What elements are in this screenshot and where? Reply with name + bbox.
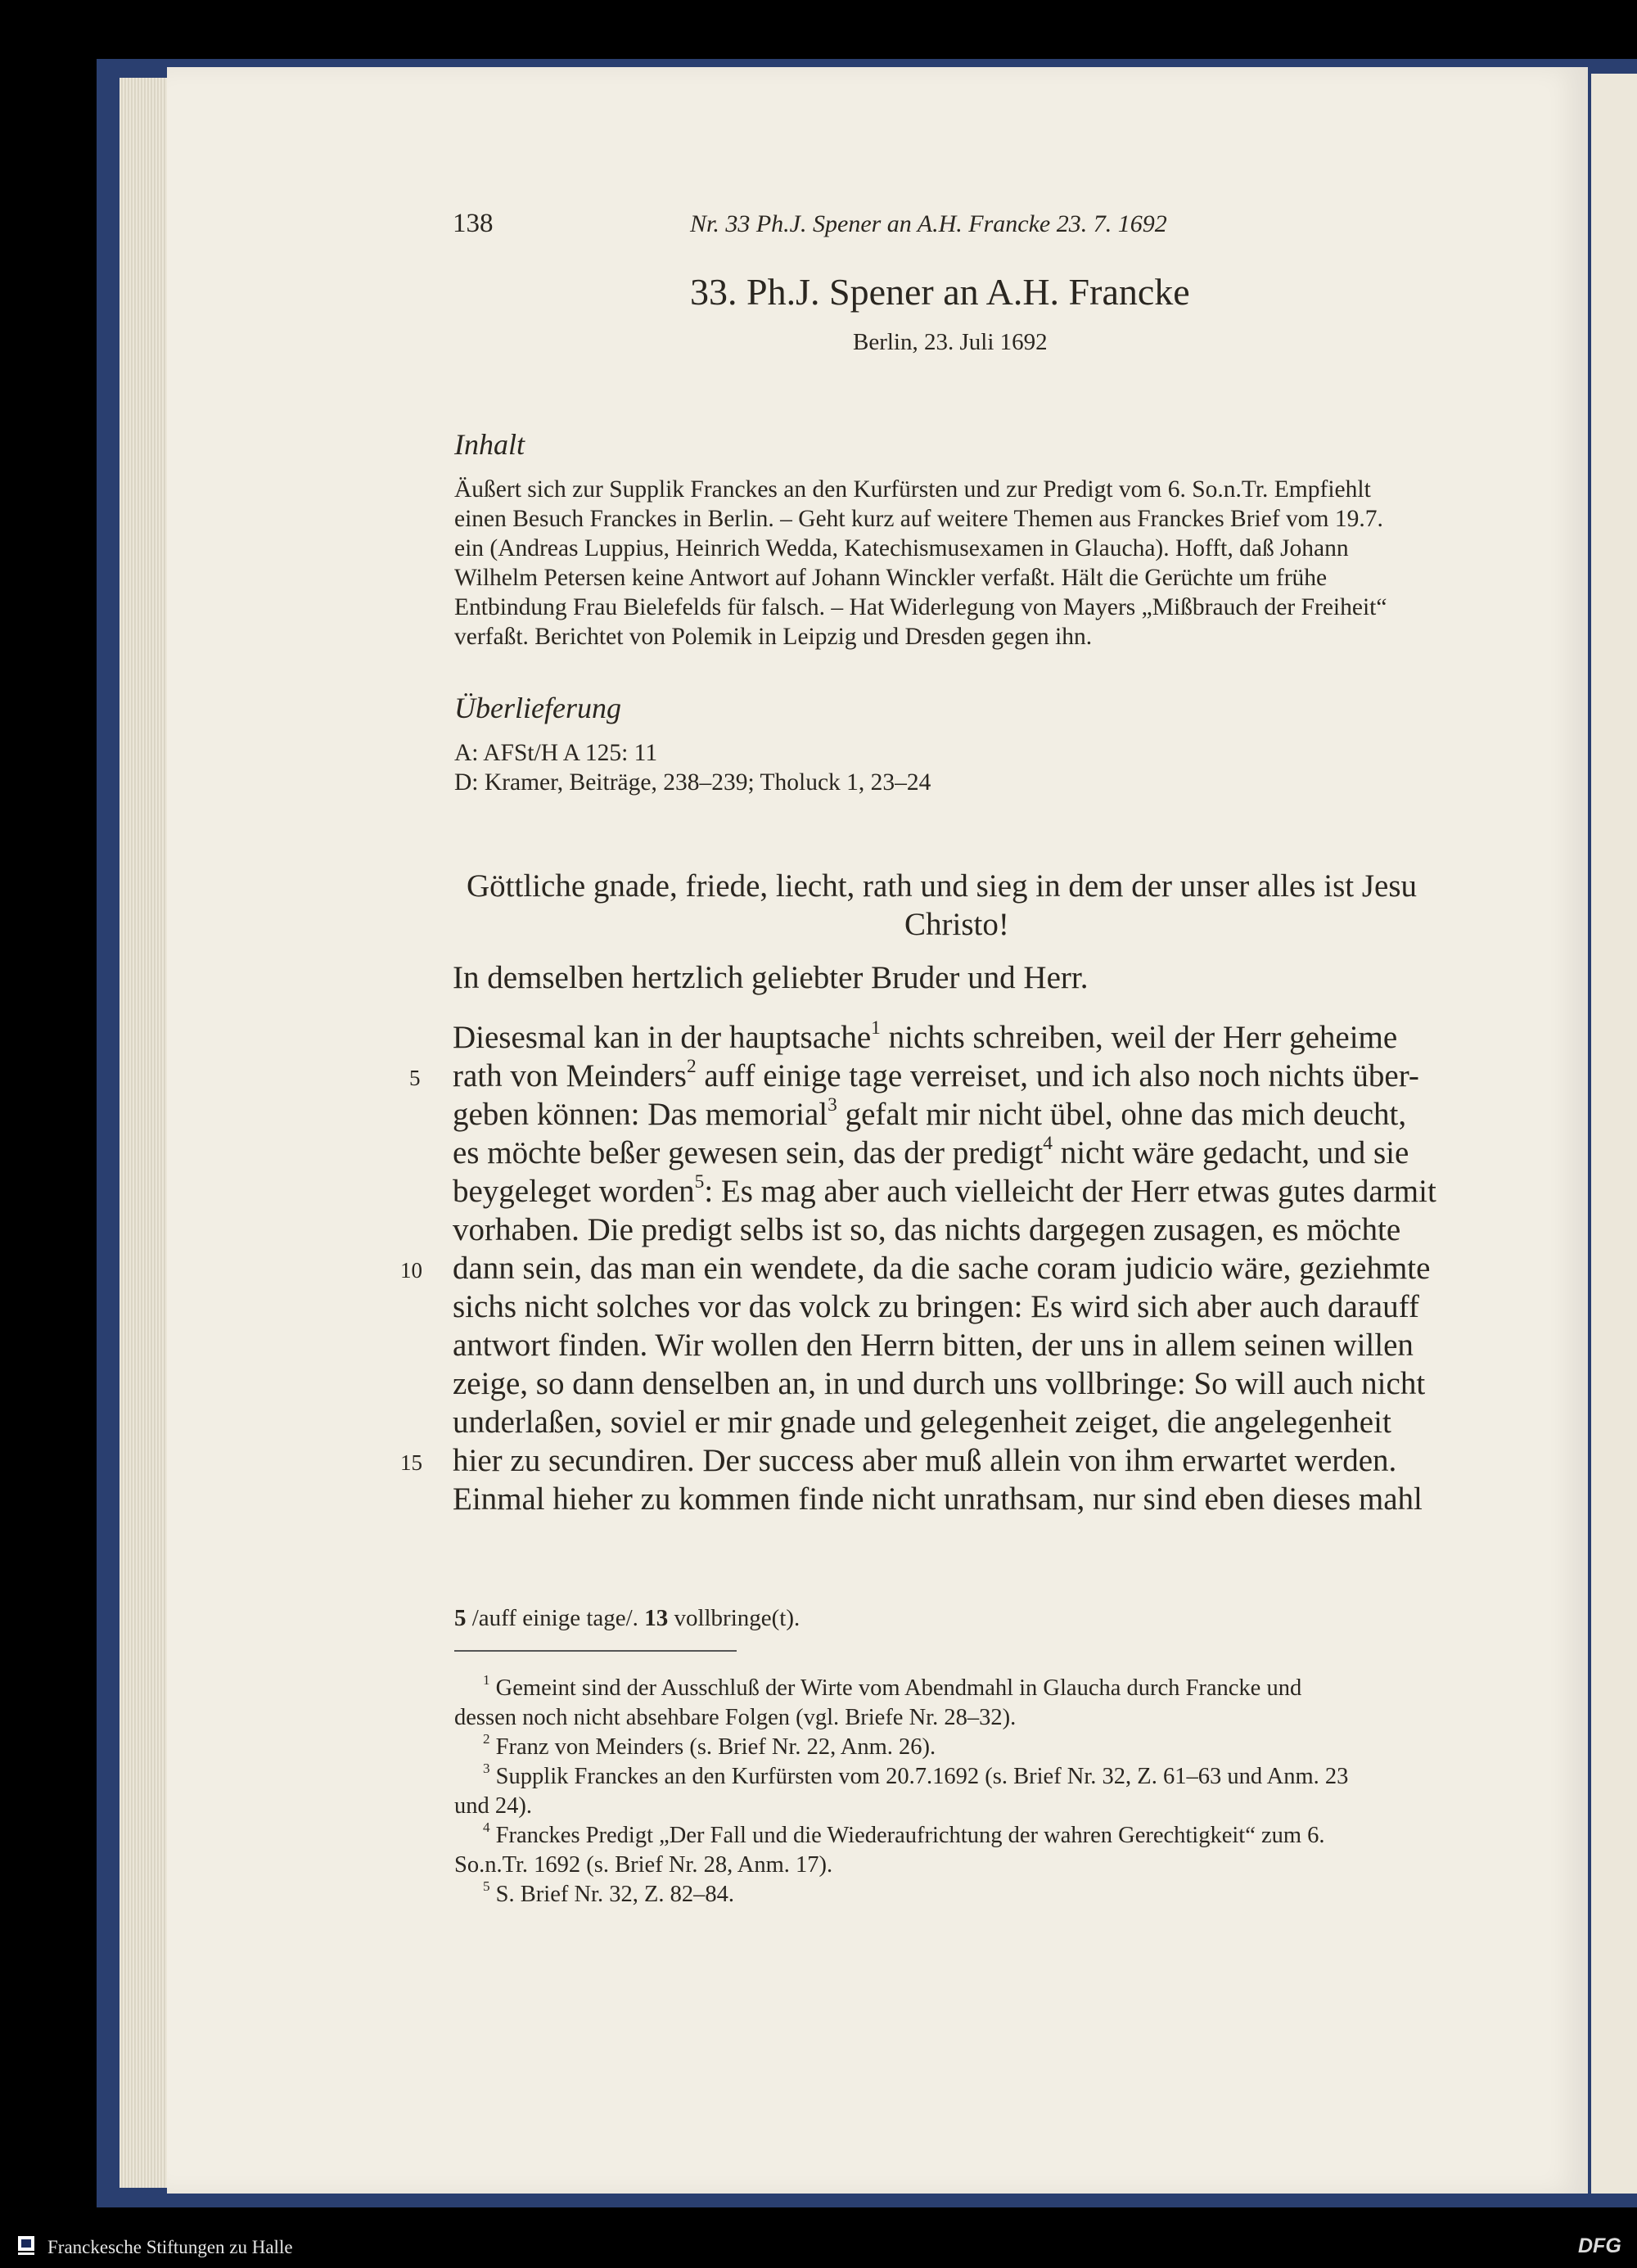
body-line: es möchte beßer gewesen sein, das der predigt$^4$ nicht wäre gedacht, und sie bbox=[453, 1132, 1409, 1170]
footnote-ref: 1 bbox=[871, 1017, 881, 1039]
inhalt-line: ein (Andreas Luppius, Heinrich Wedda, Katechismusexamen in Glaucha). Hofft, daß Johann bbox=[454, 535, 1349, 561]
body-line: dann sein, das man ein wendete, da die sache coram judicio wäre, geziehmte bbox=[453, 1251, 1431, 1286]
salutation-line: Christo! bbox=[904, 907, 1009, 942]
inhalt-line: Wilhelm Petersen keine Antwort auf Johann Winckler verfaßt. Hält die Gerüchte um frühe bbox=[454, 565, 1328, 591]
footnote: $^2$ Franz von Meinders (s. Brief Nr. 22, Anm. 26). bbox=[483, 1730, 936, 1760]
line-number: 5 bbox=[409, 1066, 421, 1090]
footnote-ref: 2 bbox=[686, 1055, 697, 1077]
page-number: 138 bbox=[453, 209, 494, 238]
body-line: beygeleget worden$^5$: Es mag aber auch vielleicht der Herr etwas gutes darmit bbox=[453, 1170, 1436, 1209]
page-edges bbox=[120, 78, 167, 2188]
institution-logo-icon bbox=[16, 2233, 36, 2259]
footnote-ref: 3 bbox=[828, 1093, 837, 1116]
footnote: $^1$ Gemeint sind der Ausschluß der Wirte vom Abendmahl in Glaucha durch Francke und bbox=[483, 1671, 1302, 1701]
footnote-continuation: und 24). bbox=[454, 1793, 532, 1819]
text-apparatus: 5 /auff einige tage/. 13 vollbringe(t). bbox=[454, 1605, 800, 1631]
body-line: zeige, so dann denselben an, in und durch uns vollbringe: So will auch nicht bbox=[453, 1366, 1426, 1401]
line-number: 10 bbox=[400, 1258, 422, 1283]
body-line: rath von Meinders$^2$ auff einige tage verreiset, und ich also noch nichts über- bbox=[453, 1055, 1419, 1093]
inhalt-heading: Inhalt bbox=[454, 428, 525, 461]
body-line: underlaßen, soviel er mir gnade und gelegenheit zeiget, die angelegenheit bbox=[453, 1405, 1391, 1440]
footnote-rule bbox=[454, 1650, 737, 1652]
running-head: Nr. 33 Ph.J. Spener an A.H. Francke 23. 7. 1692 bbox=[690, 210, 1167, 237]
letter-title: 33. Ph.J. Spener an A.H. Francke bbox=[690, 271, 1190, 313]
body-line: antwort finden. Wir wollen den Herrn bitten, der uns in allem seinen willen bbox=[453, 1328, 1414, 1363]
footnote-ref: 5 bbox=[694, 1170, 705, 1193]
footnote: $^4$ Franckes Predigt „Der Fall und die Wiederaufrichtung der wahren Gerechtigkeit“ zum 6. bbox=[483, 1819, 1325, 1848]
body-line: Einmal hieher zu kommen finde nicht unrathsam, nur sind eben dieses mahl bbox=[453, 1481, 1423, 1517]
inhalt-line: Entbindung Frau Bielefelds für falsch. – Hat Widerlegung von Mayers „Mißbrauch der Freiheit“ bbox=[454, 594, 1387, 620]
footnote: $^5$ S. Brief Nr. 32, Z. 82–84. bbox=[483, 1878, 734, 1907]
footer-institution: Franckesche Stiftungen zu Halle bbox=[47, 2237, 293, 2257]
inhalt-line: verfaßt. Berichtet von Polemik in Leipzig und Dresden gegen ihn. bbox=[454, 624, 1093, 650]
letter-place-date: Berlin, 23. Juli 1692 bbox=[853, 329, 1048, 355]
inhalt-line: Äußert sich zur Supplik Franckes an den Kurfürsten und zur Predigt vom 6. So.n.Tr. Empfiehlt bbox=[454, 476, 1371, 503]
body-line: geben können: Das memorial$^3$ gefalt mir nicht übel, ohne das mich deucht, bbox=[453, 1093, 1407, 1132]
ueberlieferung-line: D: Kramer, Beiträge, 238–239; Tholuck 1, 23–24 bbox=[454, 769, 931, 796]
ueberlieferung-line: A: AFSt/H A 125: 11 bbox=[454, 740, 658, 766]
dfg-logo: DFG bbox=[1578, 2234, 1621, 2257]
body-line: hier zu secundiren. Der success aber muß allein von ihm erwartet werden. bbox=[453, 1443, 1397, 1478]
footnote-continuation: So.n.Tr. 1692 (s. Brief Nr. 28, Anm. 17). bbox=[454, 1852, 833, 1878]
footnote: $^3$ Supplik Franckes an den Kurfürsten vom 20.7.1692 (s. Brief Nr. 32, Z. 61–63 und Anm. 23 bbox=[483, 1760, 1349, 1789]
line-number: 15 bbox=[400, 1450, 422, 1475]
salutation-address: In demselben hertzlich geliebter Bruder und Herr. bbox=[453, 960, 1089, 995]
body-line: Diesesmal kan in der hauptsache$^1$ nichts schreiben, weil der Herr geheime bbox=[453, 1017, 1398, 1055]
inhalt-line: einen Besuch Franckes in Berlin. – Geht kurz auf weitere Themen aus Franckes Brief vom 19.7. bbox=[454, 506, 1383, 532]
body-line: vorhaben. Die predigt selbs ist so, das nichts dargegen zusagen, es möchte bbox=[453, 1212, 1401, 1247]
ueberlieferung-heading: Überlieferung bbox=[454, 692, 621, 724]
salutation-line: Göttliche gnade, friede, liecht, rath und sieg in dem der unser alles ist Jesu bbox=[467, 868, 1417, 904]
body-line: sichs nicht solches vor das volck zu bringen: Es wird sich aber auch darauff bbox=[453, 1289, 1419, 1324]
next-page-edge bbox=[1591, 74, 1637, 2194]
footnote-ref: 4 bbox=[1043, 1132, 1053, 1154]
footnote-continuation: dessen noch nicht absehbare Folgen (vgl. Briefe Nr. 28–32). bbox=[454, 1705, 1017, 1730]
